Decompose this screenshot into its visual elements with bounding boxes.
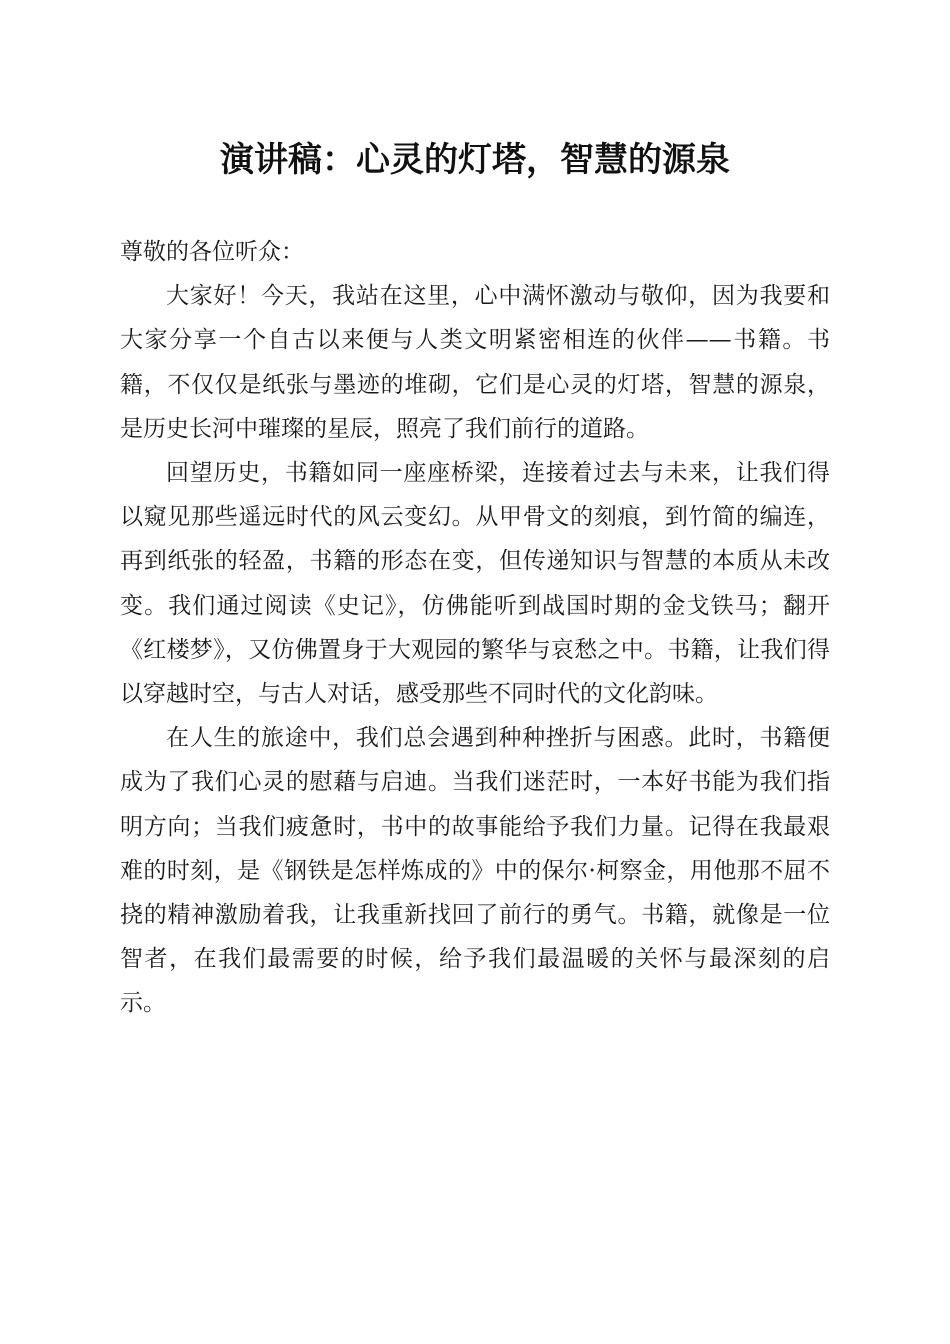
paragraph: 在人生的旅途中，我们总会遇到种种挫折与困惑。此时，书籍便成为了我们心灵的慰藉与启迪。当我们迷茫时，一本好书能为我们指明方向；当我们疲惫时，书中的故事能给予我们力量。记得在我最艰难的时刻，是《钢铁是怎样炼成的》中的保尔·柯察金，用他那不屈不挠的精神激励着我，让我重新找回了前行的勇气。书籍，就像是一位智者，在我们最需要的时候，给予我们最温暖的关怀与最深刻的启示。 [120, 725, 830, 1017]
salutation: 尊敬的各位听众： [120, 239, 304, 265]
document-body [120, 230, 830, 1026]
document-title: 演讲稿：心灵的灯塔，智慧的源泉 [220, 140, 730, 180]
paragraph: 回望历史，书籍如同一座座桥梁，连接着过去与未来，让我们得以窥见那些遥远时代的风云变幻。从甲骨文的刻痕，到竹简的编连，再到纸张的轻盈，书籍的形态在变，但传递知识与智慧的本质从未改变。我们通过阅读《史记》，仿佛能听到战国时期的金戈铁马；翻开《红楼梦》，又仿佛置身于大观园的繁华与哀愁之中。书籍，让我们得以穿越时空，与古人对话，感受那些不同时代的文化韵味。 [120, 460, 830, 708]
paragraph: 大家好！今天，我站在这里，心中满怀激动与敬仰，因为我要和大家分享一个自古以来便与人类文明紧密相连的伙伴——书籍。书籍，不仅仅是纸张与墨迹的堆砌，它们是心灵的灯塔，智慧的源泉，是历史长河中璀璨的星辰，照亮了我们前行的道路。 [120, 283, 830, 442]
